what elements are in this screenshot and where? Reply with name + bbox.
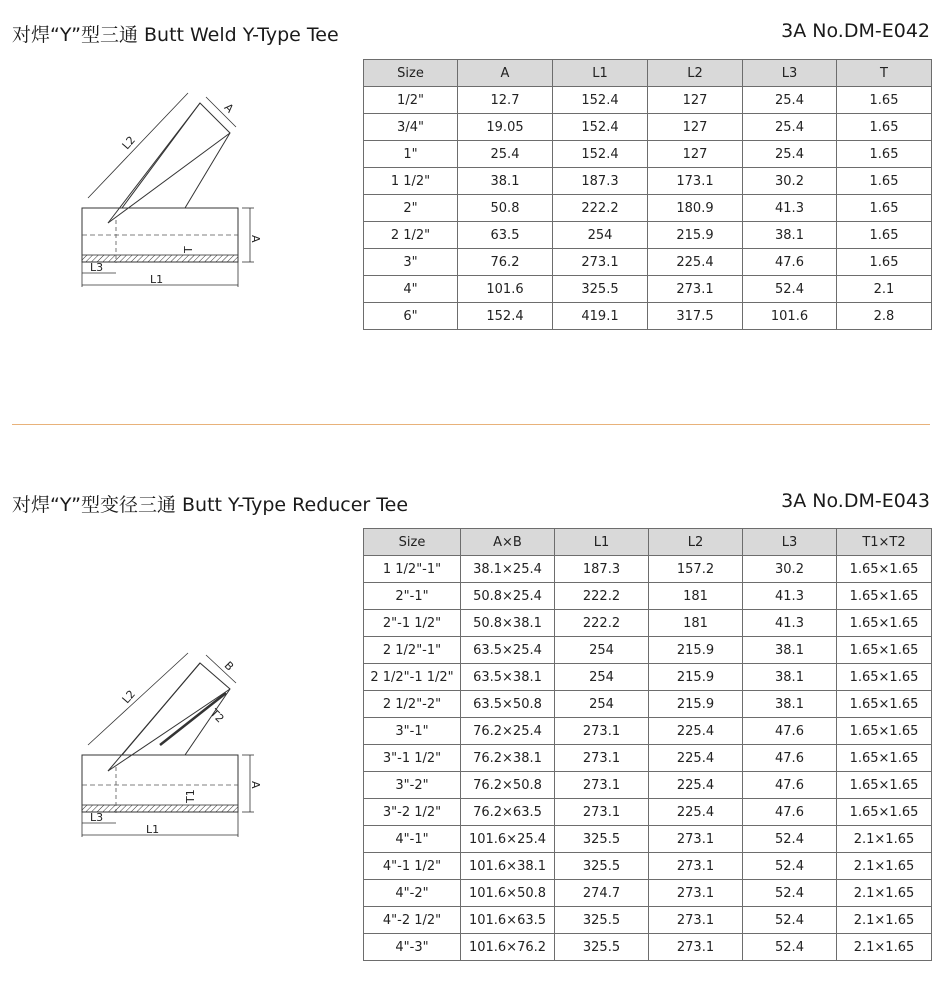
table-cell: 222.2 bbox=[555, 610, 649, 637]
column-header: L1 bbox=[553, 60, 648, 87]
table-cell: 2 1/2"-2" bbox=[364, 691, 461, 718]
table-cell: 254 bbox=[555, 637, 649, 664]
table-cell: 52.4 bbox=[743, 907, 837, 934]
table-row bbox=[364, 637, 932, 664]
table-cell: 101.6 bbox=[458, 276, 553, 303]
table-cell: 222.2 bbox=[553, 195, 648, 222]
table-cell: 317.5 bbox=[648, 303, 743, 330]
table-cell: 215.9 bbox=[649, 637, 743, 664]
table-cell: 127 bbox=[648, 141, 743, 168]
table-cell: 152.4 bbox=[553, 114, 648, 141]
table-cell: 254 bbox=[555, 691, 649, 718]
table-cell: 152.4 bbox=[458, 303, 553, 330]
table-cell: 2"-1" bbox=[364, 583, 461, 610]
y-reducer-tee-diagram bbox=[60, 645, 280, 845]
label-a-branch: A bbox=[221, 100, 237, 116]
table-cell: 76.2×50.8 bbox=[461, 772, 555, 799]
table-cell: 254 bbox=[553, 222, 648, 249]
table-row bbox=[364, 87, 932, 114]
table-cell: 1.65 bbox=[837, 195, 932, 222]
table-cell: 1.65×1.65 bbox=[837, 556, 932, 583]
table-cell: 52.4 bbox=[743, 934, 837, 961]
table-cell: 2.1×1.65 bbox=[837, 880, 932, 907]
table-cell: 225.4 bbox=[649, 772, 743, 799]
table-cell: 187.3 bbox=[555, 556, 649, 583]
table-cell: 47.6 bbox=[743, 718, 837, 745]
table-row bbox=[364, 195, 932, 222]
table-cell: 273.1 bbox=[553, 249, 648, 276]
table-cell: 4"-3" bbox=[364, 934, 461, 961]
table-row bbox=[364, 222, 932, 249]
table-cell: 63.5×25.4 bbox=[461, 637, 555, 664]
table-row bbox=[364, 168, 932, 195]
table-row bbox=[364, 880, 932, 907]
table-row bbox=[364, 772, 932, 799]
column-header: L1 bbox=[555, 529, 649, 556]
table-cell: 52.4 bbox=[743, 276, 837, 303]
label-t1: T1 bbox=[184, 789, 197, 803]
table-row bbox=[364, 583, 932, 610]
table-cell: 273.1 bbox=[555, 718, 649, 745]
table-cell: 52.4 bbox=[743, 880, 837, 907]
table-row bbox=[364, 826, 932, 853]
table-cell: 3"-1 1/2" bbox=[364, 745, 461, 772]
table-cell: 2.1×1.65 bbox=[837, 853, 932, 880]
table-cell: 19.05 bbox=[458, 114, 553, 141]
table-cell: 1 1/2"-1" bbox=[364, 556, 461, 583]
table-cell: 273.1 bbox=[649, 934, 743, 961]
table-cell: 2.1×1.65 bbox=[837, 907, 932, 934]
label-a: A bbox=[249, 781, 262, 789]
table-cell: 41.3 bbox=[743, 583, 837, 610]
table-row bbox=[364, 718, 932, 745]
section-divider bbox=[12, 424, 930, 425]
table-cell: 225.4 bbox=[648, 249, 743, 276]
table-cell: 52.4 bbox=[743, 853, 837, 880]
table-cell: 1" bbox=[364, 141, 458, 168]
table-row bbox=[364, 799, 932, 826]
table-cell: 63.5 bbox=[458, 222, 553, 249]
table-cell: 1.65×1.65 bbox=[837, 799, 932, 826]
table-cell: 1.65×1.65 bbox=[837, 718, 932, 745]
table-cell: 127 bbox=[648, 87, 743, 114]
table-cell: 1.65×1.65 bbox=[837, 583, 932, 610]
table-cell: 1.65×1.65 bbox=[837, 637, 932, 664]
column-header: T1×T2 bbox=[837, 529, 932, 556]
spec-table-e043 bbox=[363, 528, 932, 961]
table-cell: 50.8×38.1 bbox=[461, 610, 555, 637]
table-row bbox=[364, 249, 932, 276]
table-cell: 76.2 bbox=[458, 249, 553, 276]
table-cell: 225.4 bbox=[649, 799, 743, 826]
table-cell: 1.65 bbox=[837, 222, 932, 249]
table-cell: 273.1 bbox=[555, 799, 649, 826]
table-cell: 1.65×1.65 bbox=[837, 610, 932, 637]
label-t2: T2 bbox=[207, 706, 227, 726]
table-cell: 3" bbox=[364, 249, 458, 276]
table-cell: 76.2×25.4 bbox=[461, 718, 555, 745]
table-cell: 180.9 bbox=[648, 195, 743, 222]
table-cell: 1.65 bbox=[837, 168, 932, 195]
table-cell: 101.6×50.8 bbox=[461, 880, 555, 907]
table-cell: 1 1/2" bbox=[364, 168, 458, 195]
section-1-code: 3A No.DM-E042 bbox=[781, 20, 930, 42]
table-cell: 225.4 bbox=[649, 745, 743, 772]
table-cell: 63.5×38.1 bbox=[461, 664, 555, 691]
table-cell: 101.6×25.4 bbox=[461, 826, 555, 853]
table-cell: 419.1 bbox=[553, 303, 648, 330]
column-header: T bbox=[837, 60, 932, 87]
label-l3: L3 bbox=[90, 261, 104, 274]
table-cell: 225.4 bbox=[649, 718, 743, 745]
table-cell: 25.4 bbox=[458, 141, 553, 168]
table-cell: 325.5 bbox=[555, 826, 649, 853]
label-l1: L1 bbox=[150, 273, 164, 286]
y-tee-diagram bbox=[60, 95, 280, 295]
table-cell: 52.4 bbox=[743, 826, 837, 853]
table-row bbox=[364, 664, 932, 691]
table-cell: 4"-2 1/2" bbox=[364, 907, 461, 934]
table-cell: 1.65×1.65 bbox=[837, 691, 932, 718]
table-cell: 47.6 bbox=[743, 249, 837, 276]
table-cell: 38.1 bbox=[458, 168, 553, 195]
section-2-code: 3A No.DM-E043 bbox=[781, 490, 930, 512]
table-cell: 47.6 bbox=[743, 799, 837, 826]
table-cell: 2"-1 1/2" bbox=[364, 610, 461, 637]
table-cell: 273.1 bbox=[648, 276, 743, 303]
table-cell: 1/2" bbox=[364, 87, 458, 114]
column-header: L3 bbox=[743, 529, 837, 556]
table-cell: 25.4 bbox=[743, 114, 837, 141]
table-cell: 2.1×1.65 bbox=[837, 826, 932, 853]
table-cell: 4"-1" bbox=[364, 826, 461, 853]
table-cell: 273.1 bbox=[649, 826, 743, 853]
table-cell: 325.5 bbox=[555, 907, 649, 934]
table-cell: 273.1 bbox=[555, 772, 649, 799]
table-cell: 101.6×63.5 bbox=[461, 907, 555, 934]
table-cell: 25.4 bbox=[743, 141, 837, 168]
table-cell: 76.2×38.1 bbox=[461, 745, 555, 772]
table-row bbox=[364, 907, 932, 934]
table-cell: 2 1/2" bbox=[364, 222, 458, 249]
table-cell: 187.3 bbox=[553, 168, 648, 195]
table-cell: 41.3 bbox=[743, 195, 837, 222]
table-cell: 47.6 bbox=[743, 772, 837, 799]
table-cell: 1.65×1.65 bbox=[837, 745, 932, 772]
table-header-row bbox=[364, 529, 932, 556]
table-row bbox=[364, 114, 932, 141]
table-row bbox=[364, 853, 932, 880]
table-cell: 215.9 bbox=[649, 664, 743, 691]
label-t: T bbox=[182, 246, 195, 253]
table-cell: 157.2 bbox=[649, 556, 743, 583]
table-cell: 254 bbox=[555, 664, 649, 691]
column-header: A×B bbox=[461, 529, 555, 556]
table-cell: 38.1 bbox=[743, 691, 837, 718]
table-cell: 1.65 bbox=[837, 87, 932, 114]
table-cell: 173.1 bbox=[648, 168, 743, 195]
label-b: B bbox=[221, 658, 237, 674]
column-header: L3 bbox=[743, 60, 837, 87]
table-cell: 50.8×25.4 bbox=[461, 583, 555, 610]
table-cell: 47.6 bbox=[743, 745, 837, 772]
table-cell: 1.65 bbox=[837, 114, 932, 141]
table-cell: 38.1 bbox=[743, 664, 837, 691]
table-cell: 2 1/2"-1 1/2" bbox=[364, 664, 461, 691]
label-a: A bbox=[249, 235, 262, 243]
table-cell: 2.1 bbox=[837, 276, 932, 303]
table-cell: 41.3 bbox=[743, 610, 837, 637]
column-header: L2 bbox=[648, 60, 743, 87]
table-cell: 2 1/2"-1" bbox=[364, 637, 461, 664]
table-row bbox=[364, 691, 932, 718]
table-cell: 25.4 bbox=[743, 87, 837, 114]
table-row bbox=[364, 556, 932, 583]
table-cell: 181 bbox=[649, 583, 743, 610]
table-cell: 3/4" bbox=[364, 114, 458, 141]
spec-table-e042 bbox=[363, 59, 932, 330]
table-cell: 181 bbox=[649, 610, 743, 637]
table-cell: 325.5 bbox=[553, 276, 648, 303]
table-row bbox=[364, 745, 932, 772]
label-l2: L2 bbox=[119, 687, 138, 707]
table-row bbox=[364, 276, 932, 303]
label-l1: L1 bbox=[146, 823, 160, 836]
table-cell: 1.65×1.65 bbox=[837, 664, 932, 691]
table-cell: 50.8 bbox=[458, 195, 553, 222]
table-cell: 273.1 bbox=[649, 880, 743, 907]
column-header: A bbox=[458, 60, 553, 87]
section-2-title: 对焊“Y”型变径三通 Butt Y-Type Reducer Tee bbox=[12, 494, 409, 516]
table-cell: 3"-1" bbox=[364, 718, 461, 745]
table-cell: 30.2 bbox=[743, 556, 837, 583]
table-cell: 6" bbox=[364, 303, 458, 330]
table-cell: 1.65×1.65 bbox=[837, 772, 932, 799]
table-header-row bbox=[364, 60, 932, 87]
table-cell: 215.9 bbox=[649, 691, 743, 718]
table-cell: 101.6×38.1 bbox=[461, 853, 555, 880]
label-l3: L3 bbox=[90, 811, 104, 824]
table-cell: 63.5×50.8 bbox=[461, 691, 555, 718]
table-cell: 274.7 bbox=[555, 880, 649, 907]
table-cell: 2.1×1.65 bbox=[837, 934, 932, 961]
table-cell: 222.2 bbox=[555, 583, 649, 610]
table-row bbox=[364, 141, 932, 168]
table-cell: 127 bbox=[648, 114, 743, 141]
table-cell: 273.1 bbox=[555, 745, 649, 772]
table-cell: 4"-1 1/2" bbox=[364, 853, 461, 880]
table-cell: 2" bbox=[364, 195, 458, 222]
table-cell: 38.1×25.4 bbox=[461, 556, 555, 583]
table-cell: 38.1 bbox=[743, 222, 837, 249]
table-cell: 101.6 bbox=[743, 303, 837, 330]
table-cell: 30.2 bbox=[743, 168, 837, 195]
table-cell: 1.65 bbox=[837, 141, 932, 168]
table-cell: 4" bbox=[364, 276, 458, 303]
table-row bbox=[364, 303, 932, 330]
table-cell: 273.1 bbox=[649, 907, 743, 934]
table-cell: 12.7 bbox=[458, 87, 553, 114]
label-l2: L2 bbox=[119, 133, 138, 153]
column-header: Size bbox=[364, 529, 461, 556]
table-row bbox=[364, 610, 932, 637]
section-1-title: 对焊“Y”型三通 Butt Weld Y-Type Tee bbox=[12, 24, 339, 46]
table-cell: 3"-2" bbox=[364, 772, 461, 799]
table-cell: 152.4 bbox=[553, 141, 648, 168]
table-cell: 152.4 bbox=[553, 87, 648, 114]
column-header: L2 bbox=[649, 529, 743, 556]
table-cell: 38.1 bbox=[743, 637, 837, 664]
table-cell: 325.5 bbox=[555, 853, 649, 880]
table-cell: 1.65 bbox=[837, 249, 932, 276]
table-row bbox=[364, 934, 932, 961]
table-cell: 215.9 bbox=[648, 222, 743, 249]
table-cell: 2.8 bbox=[837, 303, 932, 330]
table-cell: 76.2×63.5 bbox=[461, 799, 555, 826]
table-cell: 101.6×76.2 bbox=[461, 934, 555, 961]
table-cell: 4"-2" bbox=[364, 880, 461, 907]
table-cell: 3"-2 1/2" bbox=[364, 799, 461, 826]
column-header: Size bbox=[364, 60, 458, 87]
table-cell: 273.1 bbox=[649, 853, 743, 880]
table-cell: 325.5 bbox=[555, 934, 649, 961]
